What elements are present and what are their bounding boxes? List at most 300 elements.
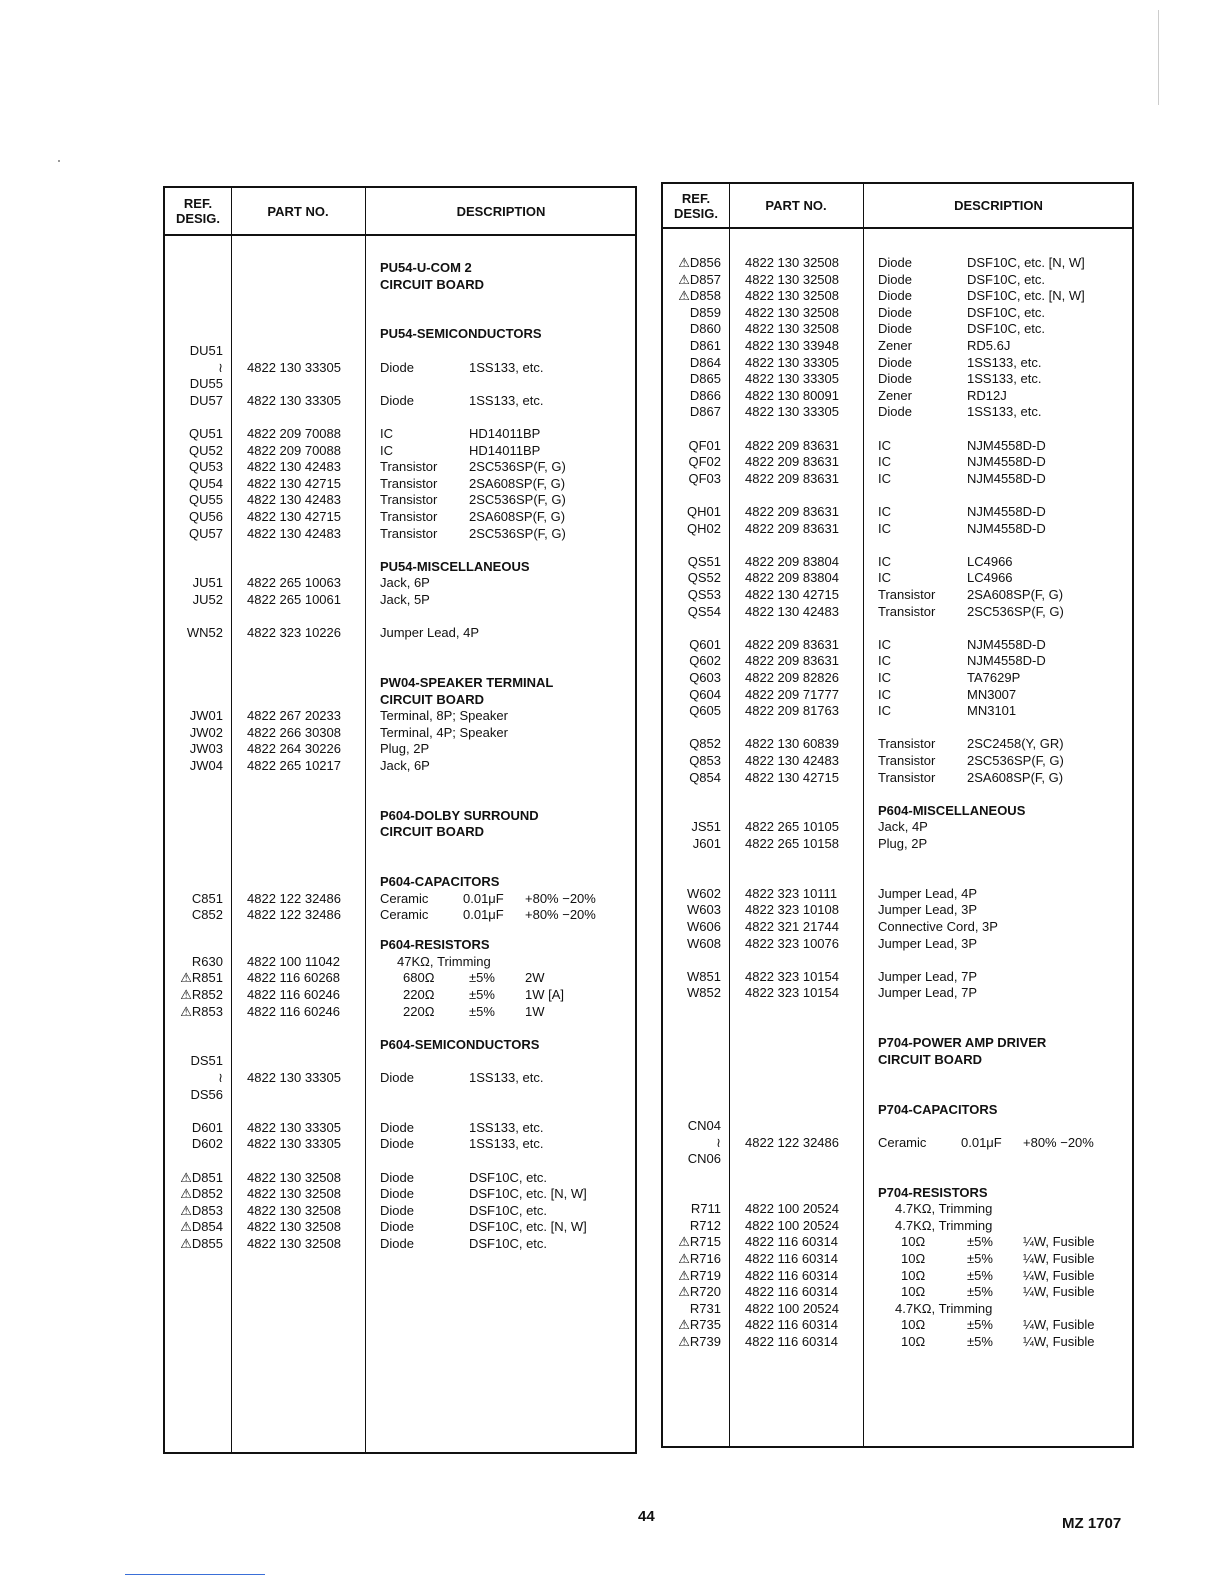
resistance-value: 220Ω — [403, 1003, 435, 1019]
part-number: 4822 209 83631 — [745, 520, 839, 536]
description-type: Transistor — [878, 769, 936, 785]
power-rating: ¼W, Fusible — [1023, 1251, 1095, 1266]
section-title: P604-DOLBY SURROUND — [380, 807, 539, 823]
description-spec: NJM4558D-D — [967, 653, 1046, 669]
parts-table-left — [163, 186, 637, 1454]
part-number: 4822 130 32508 — [247, 1236, 341, 1252]
part-number: 4822 130 33305 — [745, 404, 839, 420]
description-type: IC — [878, 553, 891, 569]
table-row — [165, 574, 635, 591]
part-number: 4822 130 42483 — [745, 753, 839, 768]
ref-desig: QH01 — [687, 504, 721, 519]
description-type: Diode — [380, 1070, 414, 1086]
description-type: Diode — [878, 288, 912, 304]
table-row — [663, 968, 1132, 985]
description-type: Diode — [878, 354, 912, 370]
table-row — [165, 392, 635, 409]
table-header — [165, 188, 635, 236]
part-number: 4822 323 10111 — [745, 885, 838, 901]
section-title: P604-SEMICONDUCTORS — [380, 1036, 540, 1052]
power-rating: ¼W, Fusible — [1023, 1234, 1095, 1250]
ref-desig: D864 — [689, 354, 721, 370]
ref-desig: QU55 — [189, 492, 223, 508]
description-spec: NJM4558D-D — [967, 437, 1046, 453]
description-spec: DSF10C, etc. — [967, 321, 1046, 337]
ref-desig: DS51 — [190, 1053, 223, 1069]
description-spec: NJM4558D-D — [967, 504, 1046, 519]
table-row — [663, 287, 1132, 304]
table-row — [663, 271, 1132, 288]
part-number: 4822 130 32508 — [745, 288, 839, 304]
part-number: 4822 209 71777 — [745, 686, 839, 702]
part-number: 4822 130 42483 — [745, 603, 839, 619]
section-title: P704-CAPACITORS — [878, 1101, 998, 1117]
table-row — [663, 835, 1132, 852]
resistance-value: 680Ω — [403, 970, 435, 986]
description-spec: DSF10C, etc. [N, W] — [469, 1219, 587, 1235]
section-heading-row — [165, 325, 635, 342]
ref-desig: Q603 — [689, 670, 721, 685]
description-spec: 1SS133, etc. — [469, 392, 544, 408]
ref-desig: JU52 — [192, 592, 223, 607]
table-row — [165, 724, 635, 741]
description-spec: DSF10C, etc. — [469, 1169, 548, 1185]
resistance-value: 10Ω — [901, 1284, 926, 1300]
table-row — [165, 591, 635, 608]
ref-desig: W851 — [687, 968, 721, 984]
part-number: 4822 265 10061 — [247, 592, 341, 607]
description-type: IC — [380, 442, 393, 458]
resistance-value: 10Ω — [901, 1317, 926, 1333]
ref-desig: W606 — [687, 919, 721, 934]
table-row — [663, 437, 1132, 454]
description-spec: 1SS133, etc. — [967, 404, 1042, 420]
table-row — [663, 752, 1132, 769]
table-row — [165, 458, 635, 475]
document-code: MZ 1707 — [1062, 1515, 1122, 1532]
ref-desig: Q854 — [689, 769, 721, 785]
part-number: 4822 323 10154 — [745, 985, 839, 1001]
ref-desig: D861 — [689, 338, 721, 353]
description-type: Terminal, 4P; Speaker — [380, 724, 508, 740]
part-number: 4822 323 10108 — [745, 902, 839, 918]
part-number: 4822 122 32486 — [247, 890, 341, 906]
power-rating: 2W — [525, 970, 545, 986]
table-row — [165, 986, 635, 1003]
part-number: 4822 209 83631 — [745, 437, 839, 453]
section-heading-row — [165, 674, 635, 691]
description-type: Transistor — [380, 525, 438, 541]
part-number: 4822 130 32508 — [247, 1202, 341, 1218]
part-number: 4822 323 10154 — [745, 968, 839, 984]
ref-desig: ≀ — [716, 1134, 721, 1150]
table-row — [663, 304, 1132, 321]
description-spec: TA7629P — [967, 670, 1021, 685]
description-spec: RD12J — [967, 387, 1007, 403]
section-heading-row — [663, 1034, 1132, 1051]
scan-artifact-dot — [1158, 10, 1159, 105]
resistance-tolerance: ±5% — [469, 987, 495, 1003]
part-number: 4822 209 82826 — [745, 670, 839, 685]
part-number: 4822 265 10217 — [247, 758, 341, 773]
description-type: IC — [878, 686, 891, 702]
header-description: DESCRIPTION — [456, 203, 546, 219]
ref-desig: QS52 — [687, 570, 721, 586]
part-number: 4822 209 70088 — [247, 442, 341, 458]
resistance-tolerance: ±5% — [967, 1334, 993, 1349]
description-spec: 2SC536SP(F, G) — [469, 492, 566, 508]
ref-desig: WN52 — [186, 625, 223, 641]
header-part-no: PART NO. — [267, 203, 329, 219]
description-type: Jumper Lead, 4P — [380, 625, 480, 641]
capacitance-value: 0.01μF — [463, 890, 504, 906]
section-heading-row — [663, 802, 1132, 819]
description-spec: 2SC536SP(F, G) — [967, 753, 1064, 768]
part-number: 4822 116 60314 — [745, 1334, 839, 1349]
description-type: Transistor — [380, 509, 438, 524]
description-type: Diode — [380, 1219, 414, 1235]
description-spec: 2SA608SP(F, G) — [469, 509, 566, 524]
description-spec: LC4966 — [967, 553, 1013, 569]
section-title: PU54-MISCELLANEOUS — [380, 558, 530, 574]
description-type: Diode — [878, 371, 912, 387]
table-row — [663, 403, 1132, 420]
part-number: 4822 116 60314 — [745, 1234, 839, 1250]
table-row — [663, 885, 1132, 902]
part-number: 4822 116 60314 — [745, 1284, 839, 1300]
power-rating: 1W [A] — [525, 987, 565, 1003]
table-row — [663, 387, 1132, 404]
ref-desig: ⚠D856 — [678, 255, 721, 270]
description-spec: 2SA608SP(F, G) — [967, 587, 1064, 602]
scan-artifact-dot — [58, 160, 60, 162]
part-number: 4822 265 10105 — [745, 819, 839, 835]
part-number: 4822 130 32508 — [745, 304, 839, 320]
ref-desig: DU51 — [189, 343, 223, 358]
table-row — [663, 320, 1132, 337]
table-row — [663, 603, 1132, 620]
description-type: IC — [878, 703, 891, 719]
ref-desig: R630 — [191, 953, 223, 969]
tolerance: +80% −20% — [525, 890, 596, 906]
table-row — [663, 669, 1132, 686]
description-type: IC — [878, 454, 891, 470]
ref-desig: JW03 — [189, 741, 223, 757]
description-type: Jumper Lead, 4P — [878, 885, 978, 901]
ref-desig: CN06 — [687, 1151, 721, 1167]
description-spec: DSF10C, etc. — [967, 304, 1046, 320]
table-header — [663, 184, 1132, 229]
table-row — [663, 1150, 1132, 1167]
ref-desig: ⚠D853 — [180, 1202, 223, 1218]
ref-desig: C852 — [191, 907, 223, 923]
table-row — [663, 1300, 1132, 1317]
power-rating: 1W — [525, 1003, 545, 1019]
ref-desig: W602 — [687, 885, 721, 901]
table-row — [663, 702, 1132, 719]
part-number: 4822 116 60314 — [745, 1317, 839, 1333]
table-row — [165, 475, 635, 492]
power-rating: ¼W, Fusible — [1023, 1317, 1095, 1333]
table-row — [165, 491, 635, 508]
description-type: IC — [878, 504, 891, 519]
table-row — [165, 1003, 635, 1020]
description-spec: HD14011BP — [469, 442, 541, 458]
table-row — [663, 935, 1132, 952]
page-number: 44 — [638, 1508, 655, 1525]
description-type: Diode — [878, 404, 912, 420]
description-type: Transistor — [380, 475, 438, 491]
part-number: 4822 266 30308 — [247, 724, 341, 740]
description-spec: DSF10C, etc. [N, W] — [967, 255, 1085, 270]
part-number: 4822 130 33305 — [247, 1070, 341, 1086]
table-row — [165, 1119, 635, 1136]
table-row — [165, 508, 635, 525]
resistor-description: 4.7KΩ, Trimming — [895, 1201, 993, 1217]
description-type: Jumper Lead, 3P — [878, 935, 978, 951]
resistance-tolerance: ±5% — [967, 1267, 993, 1283]
part-number: 4822 323 10076 — [745, 935, 839, 951]
description-type: IC — [878, 636, 891, 652]
tolerance: +80% −20% — [1023, 1134, 1094, 1150]
table-row — [165, 1135, 635, 1152]
description-spec: 1SS133, etc. — [967, 371, 1042, 387]
ref-desig: JW04 — [189, 758, 223, 773]
resistance-tolerance: ±5% — [967, 1317, 993, 1333]
part-number: 4822 122 32486 — [247, 907, 341, 923]
ref-desig: QH02 — [687, 520, 721, 536]
part-number: 4822 130 33948 — [745, 338, 839, 353]
description-type: Diode — [380, 359, 414, 375]
table-row — [663, 569, 1132, 586]
power-rating: ¼W, Fusible — [1023, 1284, 1095, 1300]
section-heading-row — [165, 823, 635, 840]
table-row — [663, 553, 1132, 570]
description-type: Transistor — [878, 753, 936, 768]
resistor-description: 4.7KΩ, Trimming — [895, 1217, 993, 1233]
part-number: 4822 209 83631 — [745, 504, 839, 519]
part-number: 4822 209 81763 — [745, 703, 839, 719]
section-heading-row — [663, 1051, 1132, 1068]
description-spec: NJM4558D-D — [967, 470, 1046, 486]
description-type: Transistor — [878, 736, 936, 752]
description-spec: DSF10C, etc. — [967, 271, 1046, 287]
resistance-value: 220Ω — [403, 987, 435, 1003]
table-row — [663, 1134, 1132, 1151]
header-description: DESCRIPTION — [954, 198, 1043, 213]
table-row — [663, 1267, 1132, 1284]
ref-desig: QS54 — [687, 603, 721, 619]
ref-desig: QU53 — [189, 459, 223, 475]
resistance-value: 10Ω — [901, 1334, 926, 1349]
table-row — [165, 442, 635, 459]
ref-desig: ⚠D851 — [180, 1169, 223, 1185]
description-spec: NJM4558D-D — [967, 454, 1046, 470]
description-spec: 1SS133, etc. — [469, 359, 544, 375]
ref-desig: ⚠R852 — [180, 987, 223, 1003]
description-type: Ceramic — [380, 907, 429, 923]
resistance-value: 10Ω — [901, 1267, 926, 1283]
ref-desig: ⚠D857 — [678, 271, 721, 287]
description-type: Transistor — [878, 587, 936, 602]
ref-desig: D602 — [191, 1136, 223, 1152]
part-number: 4822 265 10158 — [745, 836, 839, 851]
description-type: Jack, 5P — [380, 592, 430, 607]
part-number: 4822 130 33305 — [247, 1136, 341, 1152]
resistance-value: 10Ω — [901, 1251, 926, 1266]
ref-desig: R711 — [690, 1201, 721, 1217]
description-type: Diode — [380, 1236, 414, 1252]
part-number: 4822 209 83804 — [745, 553, 839, 569]
ref-desig: D866 — [689, 387, 721, 403]
capacitance-value: 0.01μF — [961, 1134, 1002, 1150]
ref-desig: QF03 — [688, 470, 721, 486]
ref-desig: QS53 — [687, 587, 721, 602]
description-spec: 2SA608SP(F, G) — [967, 769, 1064, 785]
section-title: PU54-SEMICONDUCTORS — [380, 326, 542, 342]
table-row — [663, 1200, 1132, 1217]
ref-desig: ⚠D852 — [180, 1186, 223, 1202]
table-row — [663, 918, 1132, 935]
section-heading-row — [165, 259, 635, 276]
table-row — [165, 525, 635, 542]
part-number: 4822 122 32486 — [745, 1134, 839, 1150]
description-type: Diode — [380, 1119, 414, 1135]
ref-desig: QU57 — [189, 525, 223, 541]
table-row — [165, 890, 635, 907]
table-row — [663, 769, 1132, 786]
table-row — [165, 375, 635, 392]
ref-desig: J601 — [692, 836, 721, 851]
section-title: P604-MISCELLANEOUS — [878, 802, 1026, 818]
ref-desig: ⚠R715 — [678, 1234, 721, 1250]
power-rating: ¼W, Fusible — [1023, 1334, 1095, 1349]
ref-desig: D860 — [689, 321, 721, 337]
description-type: Diode — [380, 1169, 414, 1185]
ref-desig: C851 — [191, 890, 223, 906]
part-number: 4822 116 60246 — [247, 987, 341, 1003]
description-type: Zener — [878, 387, 912, 403]
description-type: IC — [878, 670, 891, 685]
table-row — [165, 425, 635, 442]
part-number: 4822 130 33305 — [247, 1119, 341, 1135]
part-number: 4822 130 32508 — [247, 1186, 341, 1202]
parts-table-right — [661, 182, 1134, 1448]
table-row — [165, 1086, 635, 1103]
ref-desig: QU56 — [189, 509, 223, 524]
ref-desig: DU55 — [189, 376, 223, 392]
part-number: 4822 265 10063 — [247, 575, 341, 591]
description-type: Jumper Lead, 7P — [878, 985, 978, 1001]
table-row — [663, 586, 1132, 603]
part-number: 4822 130 32508 — [745, 271, 839, 287]
section-title: PW04-SPEAKER TERMINAL — [380, 675, 554, 690]
table-row — [165, 953, 635, 970]
part-number: 4822 130 42715 — [247, 509, 341, 524]
table-row — [663, 735, 1132, 752]
description-spec: 2SA608SP(F, G) — [469, 475, 566, 491]
ref-desig: ⚠D854 — [180, 1219, 223, 1235]
ref-desig: ≀ — [218, 1070, 223, 1086]
resistance-value: 10Ω — [901, 1234, 926, 1250]
section-heading-row — [165, 276, 635, 293]
ref-desig: D865 — [689, 371, 721, 387]
resistance-tolerance: ±5% — [469, 970, 495, 986]
part-number: 4822 130 42715 — [745, 587, 839, 602]
table-row — [165, 1185, 635, 1202]
ref-desig: Q852 — [689, 736, 721, 752]
ref-desig: ⚠R853 — [180, 1003, 223, 1019]
table-row — [165, 1069, 635, 1086]
table-row — [663, 370, 1132, 387]
table-row — [663, 354, 1132, 371]
ref-desig: DU57 — [189, 392, 223, 408]
ref-desig: JU51 — [192, 575, 223, 591]
table-row — [663, 470, 1132, 487]
table-row — [165, 1202, 635, 1219]
table-row — [165, 342, 635, 359]
ref-desig: JW02 — [189, 724, 223, 740]
ref-desig: R731 — [689, 1300, 721, 1316]
description-type: IC — [878, 470, 891, 486]
resistance-tolerance: ±5% — [469, 1003, 495, 1019]
ref-desig: Q604 — [689, 686, 721, 702]
description-spec: DSF10C, etc. — [469, 1236, 548, 1252]
description-type: Plug, 2P — [878, 836, 928, 851]
resistance-tolerance: ±5% — [967, 1284, 993, 1300]
description-type: IC — [878, 570, 891, 586]
table-row — [663, 652, 1132, 669]
description-type: Jumper Lead, 7P — [878, 968, 978, 984]
description-type: Jumper Lead, 3P — [878, 902, 978, 918]
ref-desig: Q601 — [689, 636, 721, 652]
description-type: Terminal, 8P; Speaker — [380, 708, 508, 724]
part-number: 4822 100 20524 — [745, 1217, 839, 1233]
ref-desig: ≀ — [218, 359, 223, 375]
section-heading-row — [165, 691, 635, 708]
tolerance: +80% −20% — [525, 907, 596, 923]
table-row — [663, 520, 1132, 537]
section-heading-row — [165, 936, 635, 953]
part-number: 4822 209 83631 — [745, 454, 839, 470]
section-heading-row — [663, 1184, 1132, 1201]
part-number: 4822 130 60839 — [745, 736, 839, 752]
part-number: 4822 116 60246 — [247, 1003, 341, 1019]
table-row — [663, 1283, 1132, 1300]
ref-desig: JW01 — [189, 708, 223, 724]
section-title: P604-RESISTORS — [380, 937, 490, 953]
table-row — [663, 1316, 1132, 1333]
capacitance-value: 0.01μF — [463, 907, 504, 923]
part-number: 4822 116 60268 — [247, 970, 341, 986]
ref-desig: D859 — [689, 304, 721, 320]
description-type: Transistor — [380, 459, 438, 475]
table-row — [663, 984, 1132, 1001]
ref-desig: CN04 — [687, 1118, 721, 1134]
part-number: 4822 130 32508 — [745, 255, 839, 270]
part-number: 4822 130 33305 — [745, 371, 839, 387]
table-row — [165, 740, 635, 757]
ref-desig: Q853 — [689, 753, 721, 768]
part-number: 4822 130 42483 — [247, 459, 341, 475]
part-number: 4822 100 11042 — [247, 953, 341, 969]
ref-desig: ⚠R851 — [180, 970, 223, 986]
table-row — [165, 1169, 635, 1186]
part-number: 4822 130 42715 — [745, 769, 839, 785]
description-spec: 1SS133, etc. — [469, 1070, 544, 1086]
description-type: Diode — [380, 1186, 414, 1202]
section-heading-row — [663, 1101, 1132, 1118]
